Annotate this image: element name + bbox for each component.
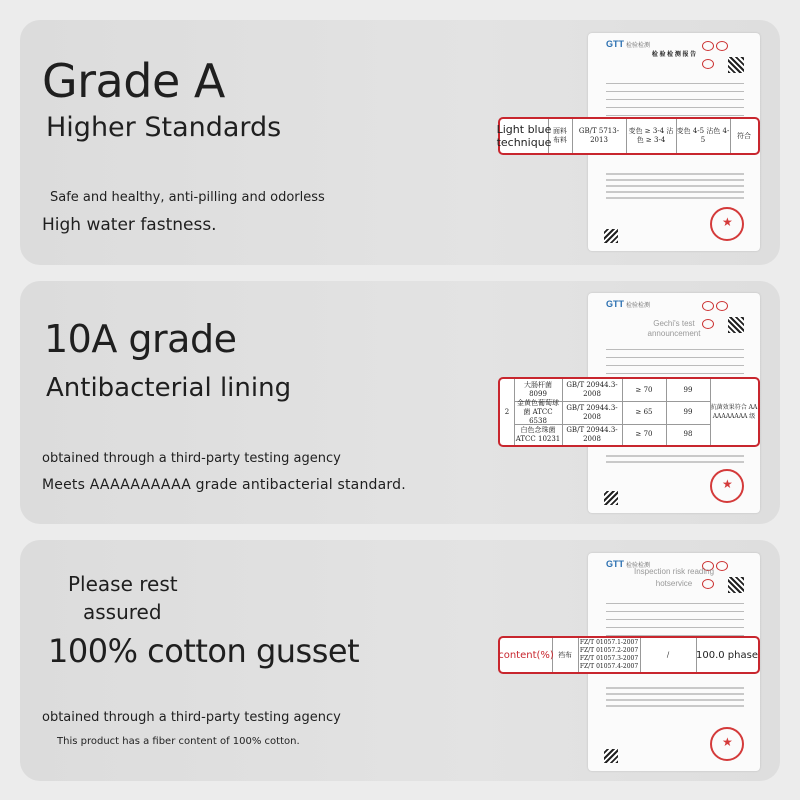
requirement: ≥ 70: [622, 379, 667, 401]
report-lines: [606, 455, 744, 467]
callout-verdict: 符合: [737, 131, 751, 140]
callout-row: [514, 424, 710, 445]
callout-result: 变色 4-5 沾色 4-5: [676, 119, 731, 153]
qr-code-icon: [728, 57, 744, 73]
callout-material: 面料 布料: [548, 119, 573, 153]
report-lines: [606, 687, 744, 711]
highlight-callout: [498, 377, 760, 447]
section-description-2: High water fastness.: [42, 215, 217, 235]
official-stamp-icon: [710, 727, 744, 761]
requirement: ≥ 65: [622, 401, 667, 424]
section-description: obtained through a third-party testing agency: [42, 451, 341, 466]
organism-name: 金黄色葡萄球菌 ATCC 6538: [514, 401, 563, 424]
callout-verdict: 抗菌效果符合 AAAAAAAAAA 级: [710, 404, 758, 420]
official-stamp-icon: [710, 469, 744, 503]
callout-rows: [514, 379, 710, 445]
report-heading: 检 验 检 测 报 告: [651, 52, 697, 58]
section-subtitle: Higher Standards: [46, 112, 282, 143]
requirement: ≥ 70: [622, 424, 667, 445]
section-description: obtained through a third-party testing agency: [42, 710, 341, 725]
report-overlay-text: Gechi's test: [653, 319, 695, 328]
result: 99: [666, 401, 711, 424]
highlight-callout: [498, 117, 760, 155]
callout-label: content(%): [500, 638, 553, 672]
report-overlay-text-2: announcement: [647, 329, 701, 338]
report-lines: [606, 173, 744, 203]
highlight-callout: [498, 636, 760, 674]
section-description: Safe and healthy, anti-pilling and odorless: [50, 190, 325, 205]
test-method: GB/T 20944.3-2008: [562, 379, 623, 401]
qr-code-icon: [604, 749, 618, 763]
qr-code-icon: [604, 491, 618, 505]
report-logo: GTT 检验检测: [606, 559, 651, 569]
callout-result: 100.0 phase: [696, 649, 758, 661]
section-title: Grade A: [42, 54, 225, 108]
callout-method: GB/T 5713-2013: [572, 119, 627, 153]
result: 98: [666, 424, 711, 445]
report-overlay-text: Inspection risk reading: [633, 567, 715, 576]
section-card-cotton: [20, 540, 780, 781]
section-card-grade-a: [20, 20, 780, 265]
organism-name: 白色念珠菌 ATCC 10231: [514, 424, 563, 445]
report-overlay-text-2: hotservice: [655, 579, 693, 588]
callout-index: 2: [500, 379, 515, 445]
callout-slash: /: [640, 638, 697, 672]
cert-badges: [702, 38, 742, 48]
section-kicker-2: assured: [83, 600, 162, 624]
cert-badges: [702, 298, 742, 308]
callout-row: [514, 401, 710, 425]
section-card-10a: [20, 281, 780, 524]
test-method: GB/T 20944.3-2008: [562, 424, 623, 445]
section-title: 100% cotton gusset: [48, 632, 360, 670]
section-title: 10A grade: [44, 317, 237, 361]
report-logo: GTT 检验检测: [606, 39, 651, 49]
section-subtitle: Antibacterial lining: [46, 373, 292, 403]
test-method: GB/T 20944.3-2008: [562, 401, 623, 424]
qr-code-icon: [728, 317, 744, 333]
qr-code-icon: [604, 229, 618, 243]
organism-name: 大肠杆菌 8099: [514, 379, 563, 401]
qr-code-icon: [728, 577, 744, 593]
report-logo: GTT 检验检测: [606, 299, 651, 309]
section-kicker: Please rest: [68, 572, 178, 596]
result: 99: [666, 379, 711, 401]
section-description-2: Meets AAAAAAAAAA grade antibacterial standard.: [42, 477, 406, 493]
callout-material: 裆布: [552, 638, 579, 672]
section-description-2: This product has a fiber content of 100% cotton.: [57, 736, 300, 747]
callout-label: Light blue technique: [500, 119, 549, 153]
callout-method: FZ/T 01057.1-2007 FZ/T 01057.2-2007 FZ/T 01057.3-2007 FZ/T 01057.4-2007: [578, 638, 641, 672]
official-stamp-icon: [710, 207, 744, 241]
callout-requirement: 变色 ≥ 3-4 沾色 ≥ 3-4: [626, 119, 677, 153]
